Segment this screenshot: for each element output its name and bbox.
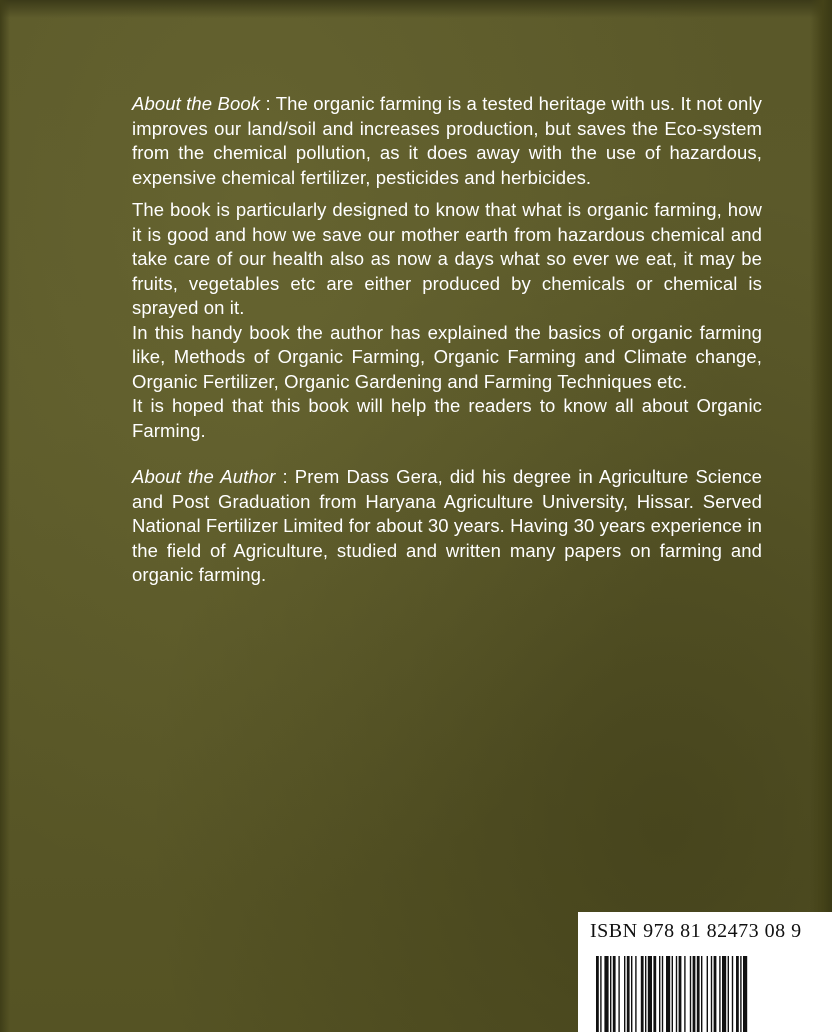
blurb-text-block: [132, 92, 762, 596]
barcode-bar: [690, 956, 691, 1032]
book-design-paragraph: The book is particularly designed to know that what is organic farming, how it is good and how we save our mother earth from hazardous chemical and take care of our health also as now a days what so ever we eat, it may be fruits, vegetables etc are either produced by chemicals or chemical is sprayed on it.: [132, 199, 762, 318]
about-book-paragraph: [132, 92, 762, 190]
barcode-bar: [600, 956, 601, 1032]
about-book-separator: :: [260, 93, 276, 114]
barcode-bar: [659, 956, 660, 1032]
barcode-bar: [672, 956, 673, 1032]
barcode-bar: [732, 956, 733, 1032]
barcode-bar: [645, 956, 646, 1032]
barcode-bar: [635, 956, 636, 1032]
barcode-bar: [714, 956, 717, 1032]
about-author-text: Prem Dass Gera, did his degree in Agriculture Science and Post Graduation from Haryana Agriculture University, Hissar. Served National Fertilizer Limited for about 30 years. Having 30 years experience in the field of Agriculture, studied and written many papers on farming and organic farming.: [132, 466, 762, 585]
barcode-bar: [662, 956, 663, 1032]
barcode-bar: [684, 956, 685, 1032]
about-author-separator: :: [275, 466, 295, 487]
isbn-number: ISBN 978 81 82473 08 9: [590, 920, 802, 942]
barcode-bar: [722, 956, 726, 1032]
barcode-bar: [679, 956, 682, 1032]
barcode-bar: [627, 956, 630, 1032]
barcode-bar: [653, 956, 656, 1032]
barcode-bar: [613, 956, 616, 1032]
book-hope-paragraph: It is hoped that this book will help the readers to know all about Organic Farming.: [132, 395, 762, 441]
barcode-bar: [610, 956, 611, 1032]
barcode-bar: [604, 956, 608, 1032]
book-contents-paragraph: In this handy book the author has explained the basics of organic farming like, Methods of Organic Farming, Organic Farming and Climate change, Organic Fertilizer, Organic Gardening and Farming Techniques etc.: [132, 321, 762, 392]
barcode-bar: [743, 956, 747, 1032]
barcode-bar: [736, 956, 739, 1032]
barcode-bar: [740, 956, 741, 1032]
cover-right-edge: [810, 0, 832, 1032]
barcode-bar: [631, 956, 632, 1032]
about-author-paragraph: [132, 465, 762, 588]
about-book-label: About the Book: [132, 93, 261, 114]
barcode-bar: [697, 956, 700, 1032]
barcode-bar: [693, 956, 696, 1032]
barcode-bar: [666, 956, 670, 1032]
barcode-bar: [719, 956, 720, 1032]
barcode-bar: [711, 956, 712, 1032]
about-author-label: About the Author: [132, 466, 276, 487]
barcode-bar: [728, 956, 729, 1032]
barcode-bar: [676, 956, 677, 1032]
about-book-text: The organic farming is a tested heritage with us. It not only improves our land/soil and increases production, but saves the Eco-system from the chemical pollution, as it does away with the use of hazardous, expensive chemical fertilizer, pesticides and herbicides.: [132, 93, 763, 188]
barcode-bar: [707, 956, 708, 1032]
barcode-bar: [648, 956, 652, 1032]
barcode-bar: [701, 956, 702, 1032]
isbn-barcode-panel: [578, 912, 832, 1032]
barcode-bar: [618, 956, 619, 1032]
barcode-bar: [624, 956, 625, 1032]
barcode-icon: [596, 956, 806, 1032]
cover-left-edge: [0, 0, 10, 1032]
barcode-bar: [641, 956, 644, 1032]
barcode-bar: [596, 956, 599, 1032]
cover-top-edge: [0, 0, 832, 18]
